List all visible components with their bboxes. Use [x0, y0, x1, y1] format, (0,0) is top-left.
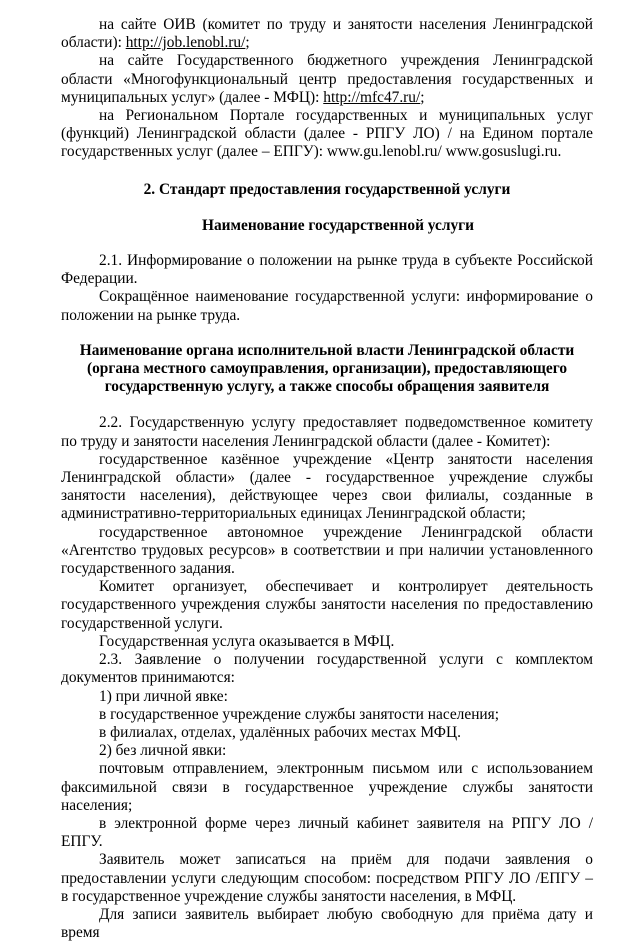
paragraph-last: Для записи заявитель выбирает любую свободную для приёма дату и время	[61, 905, 593, 942]
paragraph-text: на сайте Государственного бюджетного учреждения Ленинградской области «Многофункциональный центр предоставления государственных и муниципальных услуг» (далее - МФЦ):	[61, 52, 593, 106]
subsection-heading-authority: Наименование органа исполнительной власти Ленинградской области (органа местного самоуправления, организации), предоставляющего государственную услугу, а также способы обращения заявителя	[79, 341, 575, 396]
document-body	[61, 16, 593, 942]
paragraph-text: ;	[420, 88, 425, 106]
section-heading: 2. Стандарт предоставления государственной услуги	[143, 180, 511, 198]
paragraph-oiv-site	[61, 16, 593, 52]
paragraph-mfc-site	[61, 52, 593, 107]
mfc47-link[interactable]: http://mfc47.ru/	[323, 88, 421, 106]
paragraph-2-2: 2.2. Государственную услугу предоставляет подведомственное комитету по труду и занятости населения Ленинградской области (далее - Комитет):	[61, 414, 593, 450]
paragraph-record: Заявитель может записаться на приём для подачи заявления о предоставлении услуги следующим способом: посредством РПГУ ЛО /ЕПГУ – в государственное учреждение службы занятости населения, в МФЦ.	[61, 851, 593, 905]
paragraph-2-3: 2.3. Заявление о получении государственной услуги с комплектом документов принимаются:	[61, 651, 593, 687]
paragraph-text: ;	[245, 34, 250, 52]
list-item-remote: 2) без личной явки:	[99, 742, 227, 760]
list-item-personal-a: в государственное учреждение службы занятости населения;	[99, 705, 500, 723]
list-item-personal: 1) при личной явке:	[99, 687, 228, 705]
paragraph-2-1: 2.1. Информирование о положении на рынке труда в субъекте Российской Федерации.	[61, 252, 593, 288]
paragraph-short-name: Сокращённое наименование государственной услуги: информирование о положении на рынке труда.	[61, 288, 593, 324]
paragraph-portal: на Региональном Портале государственных и муниципальных услуг (функций) Ленинградской области (далее - РПГУ ЛО) / на Едином портале государственных услуг (далее – ЕПГУ): www.gu.lenobl.ru/ www.gosuslugi.ru.	[61, 107, 593, 161]
paragraph-kazennoe: государственное казённое учреждение «Центр занятости населения Ленинградской области» (далее - государственное учреждение службы занятости населения), действующее через свои филиалы, созданные в административно-территориальных единицах Ленинградской области;	[61, 450, 593, 523]
paragraph-text: на сайте ОИВ (комитет по труду и занятости населения Ленинградской области):	[61, 16, 593, 52]
paragraph-komitet: Комитет организует, обеспечивает и контролирует деятельность государственного учреждения службы занятости населения по предоставлению государственной услуги.	[61, 578, 593, 632]
paragraph-mfc: Государственная услуга оказывается в МФЦ.	[99, 632, 395, 650]
list-item-remote-a: почтовым отправлением, электронным письмом или с использованием факсимильной связи в государственное учреждение службы занятости населения;	[61, 760, 593, 814]
paragraph-avtonomnoe: государственное автономное учреждение Ленинградской области «Агентство трудовых ресурсов» в соответствии и при наличии установленного государственного задания.	[61, 523, 593, 578]
subsection-heading-service-name: Наименование государственной услуги	[201, 216, 475, 234]
job-lenobl-link[interactable]: http://job.lenobl.ru/	[125, 34, 246, 52]
list-item-remote-b: в электронной форме через личный кабинет заявителя на РПГУ ЛО / ЕПГУ.	[61, 814, 593, 851]
list-item-personal-b: в филиалах, отделах, удалённых рабочих местах МФЦ.	[99, 723, 461, 741]
